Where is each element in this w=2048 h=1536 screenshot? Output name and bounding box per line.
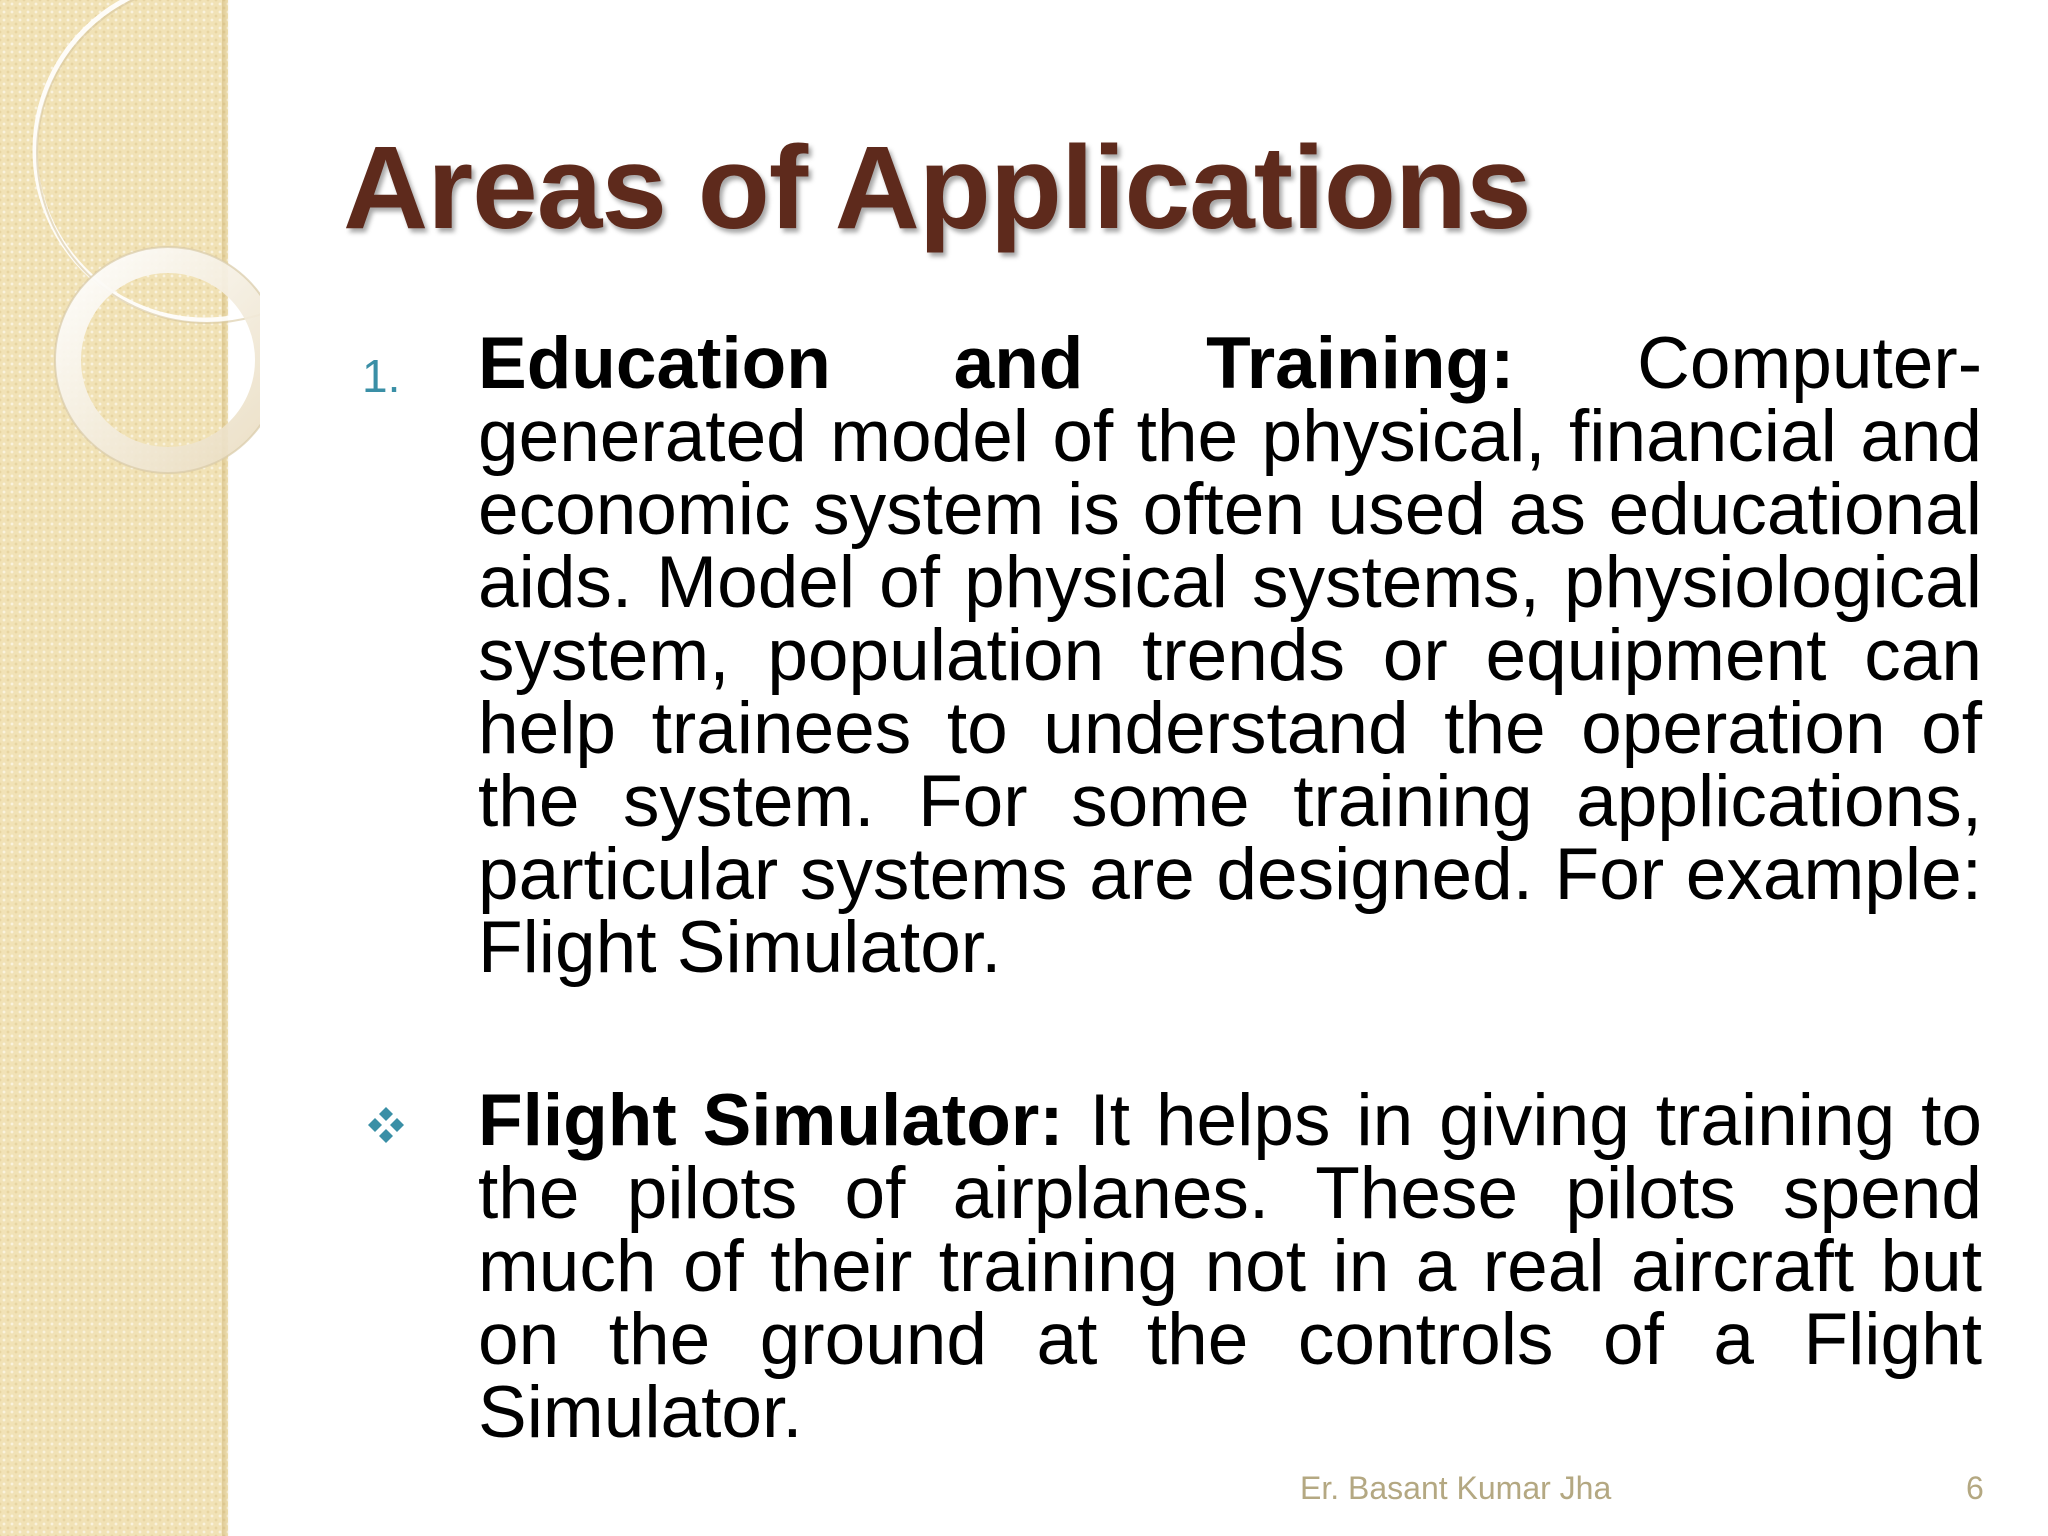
- flight-simulator-paragraph: [478, 1080, 1982, 1453]
- small-ring: [68, 260, 260, 460]
- page-number: 6: [1966, 1470, 1984, 1506]
- flight-simulator-heading: Flight Simulator:: [478, 1080, 1064, 1161]
- education-training-paragraph: [478, 323, 1982, 988]
- education-training-heading: Education and Training:: [478, 323, 1515, 404]
- footer-author: Er. Basant Kumar Jha: [1300, 1470, 1612, 1506]
- flight-simulator-body: It helps in giving training to the pilots of airplanes. These pilots spend much of their training not in a real aircraft but on the ground at the controls of a Flight Simulator.: [478, 1080, 1982, 1453]
- decorative-rings: [0, 0, 260, 520]
- education-training-body: Computer-generated model of the physical, financial and economic system is often used as educational aids. Model of physical systems, physiological system, population trends or equipment can help trainees to understand the operation of the system. For some training applications, particular systems are designed. For example: Flight Simulator.: [478, 323, 1982, 988]
- diamond-bullet-icon: [364, 1103, 408, 1152]
- slide-title: Areas of Applications: [343, 122, 1531, 254]
- list-number-marker: 1.: [362, 350, 401, 402]
